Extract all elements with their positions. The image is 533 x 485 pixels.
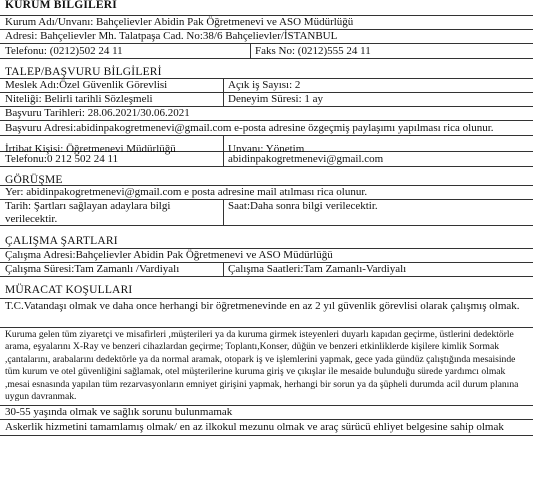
talep-meslek: Meslek Adı:Özel Güvenlik Görevlisi: [5, 79, 168, 91]
talep-irtibat: İrtibat Kişisi: Öğretmenevi Müdürlüğü: [5, 143, 176, 155]
kurum-phone-row: [0, 44, 533, 59]
muracat-kosul-3: 30-55 yaşında olmak ve sağlık sorunu bulunmamak: [0, 406, 533, 420]
talep-heading: TALEP/BAŞVURU BİLGİLERİ: [0, 59, 533, 79]
talep-row-2: [0, 93, 533, 107]
gorusme-saat: Saat:Daha sonra bilgi verilecektir.: [223, 200, 378, 225]
kurum-name: Kurum Adı/Unvanı: Bahçelievler Abidin Pak Öğretmenevi ve ASO Müdürlüğü: [0, 16, 533, 30]
calisma-heading: ÇALIŞMA ŞARTLARI: [0, 226, 533, 249]
gorusme-yer: Yer: abidinpakogretmenevi@gmail.com e posta adresine mail atılması rica olunur.: [0, 186, 533, 200]
talep-deneyim: Deneyim Süresi: 1 ay: [223, 93, 323, 106]
calisma-suresi: Çalışma Süresi:Tam Zamanlı /Vardiyalı: [5, 263, 180, 275]
talep-email: abidinpakogretmenevi@gmail.com: [223, 152, 383, 166]
talep-unvani: Unvanı: Yönetim: [223, 136, 304, 151]
kurum-address: Adresi: Bahçelievler Mh. Talatpaşa Cad. No:38/6 Bahçelievler/İSTANBUL: [0, 30, 533, 44]
muracat-kosul-2: Kuruma gelen tüm ziyaretçi ve misafirleri ,müşterileri ya da kuruma girmek isteyenleri duyarlı kapıdan geçirme, üstlerini dedektörle arama, eşyalarını X-Ray ve benzeri cihazlardan geçirme; Toplantı,Konser, düğün ve benzeri etkinliklerde kişilere kimlik Sormak ,çantalarını, arabalarını dedektörle ya da normal aramak, otopark iş ve işlemlerini yapmak, gece yada gündüz çalıştığında mesaisinde tüm kurum ve otel güvenliğini sağlamak, otel müşterilerine kuruma giriş ve çıkışlar ile mesaide bulunduğu sürede yardımcı olmak ,mesai esnasında yapılan tüm rezarvasyonların emniyet girişini yapmak, herhangi bir sorun ya da şüpheli durumda acil durum planına uygun davranmak.: [0, 328, 533, 406]
muracat-kosul-4: Askerlik hizmetini tamamlamış olmak/ en az ilkokul mezunu olmak ve araç sürücü ehliyet belgesine sahip olmak: [0, 420, 533, 436]
kurum-phone: Telefonu: (0212)502 24 11: [5, 45, 123, 57]
kurum-heading: KURUM BİLGİLERİ: [0, 0, 533, 16]
talep-row-1: [0, 79, 533, 93]
talep-row-telefon: [0, 152, 533, 167]
talep-row-irtibat: [0, 136, 533, 155]
talep-acik-is: Açık iş Sayısı: 2: [223, 79, 300, 92]
calisma-row-2: [0, 263, 533, 277]
calisma-saatleri: Çalışma Saatleri:Tam Zamanlı-Vardiyalı: [223, 263, 406, 276]
gorusme-tarih: Tarih: Şartları sağlayan adaylara bilgi verilecektir.: [5, 200, 171, 225]
talep-adresi: Başvuru Adresi:abidinpakogretmenevi@gmail.com e-posta adresine özgeçmiş paylaşımı yapılması rica olunur.: [0, 121, 533, 136]
kurum-fax: Faks No: (0212)555 24 11: [250, 44, 371, 58]
muracat-heading: MÜRACAT KOŞULLARI: [0, 277, 533, 299]
gorusme-heading: GÖRÜŞME: [0, 167, 533, 186]
calisma-adresi: Çalışma Adresi:Bahçelievler Abidin Pak Öğretmenevi ve ASO Müdürlüğü: [0, 249, 533, 263]
talep-niteligi: Niteliği: Belirli tarihli Sözleşmeli: [5, 93, 153, 105]
talep-telefon: Telefonu:0 212 502 24 11: [5, 153, 119, 165]
gorusme-row-tarih: [0, 200, 533, 226]
muracat-kosul-1: T.C.Vatandaşı olmak ve daha once herhangi bir öğretmenevinde en az 2 yıl güvenlik görevlisi olarak çalışmış olmak.: [0, 299, 533, 328]
talep-tarihler: Başvuru Tarihleri: 28.06.2021/30.06.2021: [0, 107, 533, 121]
